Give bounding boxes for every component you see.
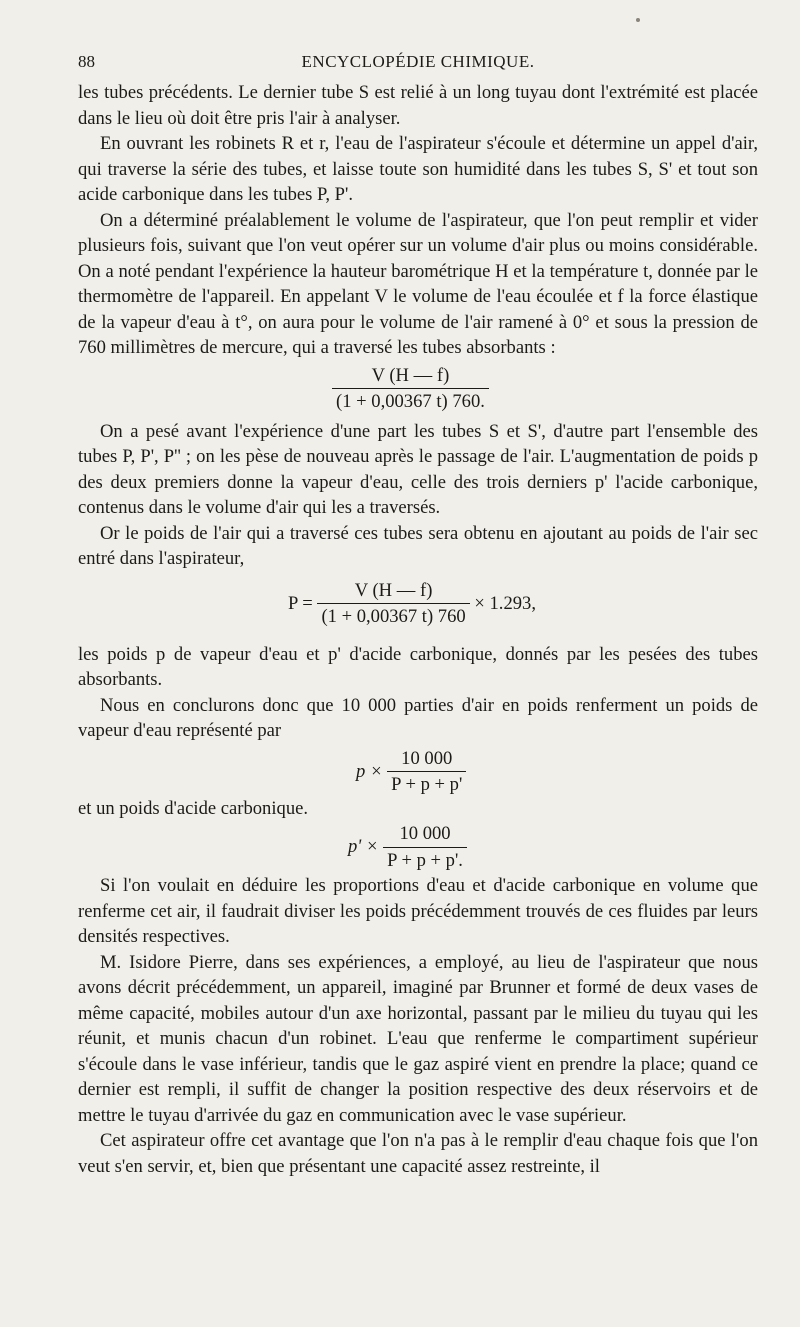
formula-air-volume: [78, 363, 758, 415]
formula-air-weight: [78, 578, 758, 634]
paragraph: et un poids d'acide carbonique.: [78, 797, 309, 819]
paragraph: les tubes précédents. Le dernier tube S est relié à un long tuyau dont l'extrémité est placée dans le lieu où doit être pris l'air à analyser.: [78, 82, 758, 129]
formula-lhs: p' ×: [348, 836, 379, 858]
running-title: ENCYCLOPÉDIE CHIMIQUE.: [301, 52, 535, 71]
formula-lhs: p ×: [356, 760, 383, 782]
paragraph: On a déterminé préalablement le volume de l'aspirateur, que l'on peut remplir et vider plusieurs fois, suivant que l'on veut opérer sur un volume d'air plus ou moins considérable. On a noté pendant l'expérience la hauteur barométrique H et la température t, donnée par le thermomètre de l'appareil. En appelant V le volume de l'eau écoulée et f la force élastique de la vapeur d'eau à t°, on aura pour le volume de l'air ramené à 0° et sous la pression de 760 millimètres de mercure, qui a traversé les tubes absorbants :: [78, 209, 758, 358]
page-number: 88: [78, 52, 95, 71]
paragraph: En ouvrant les robinets R et r, l'eau de l'aspirateur s'écoule et détermine un appel d'air, qui traverse la série des tubes, et laisse toute son humidité dans les tubes S, S' et tout son acide carbonique dans les tubes P, P'.: [78, 133, 758, 205]
numerator: V (H — f): [371, 364, 450, 386]
paragraph: On a pesé avant l'expérience d'une part les tubes S et S', d'autre part l'ensemble des tubes P, P', P'' ; on les pèse de nouveau après le passage de l'air. L'augmentation de poids p des deux premiers donne la vapeur d'eau, celle des trois derniers p' l'acide carbonique, contenus dans le volume d'air qui les a traversés.: [78, 420, 758, 518]
formula-water-vapour: [78, 746, 758, 796]
denominator: P + p + p'.: [383, 847, 467, 874]
fraction: [387, 746, 466, 798]
numerator: 10 000: [401, 747, 453, 769]
paragraph: Nous en conclurons donc que 10 000 parties d'air en poids renferment un poids de vapeur d'eau représenté par: [78, 694, 758, 741]
formula-lhs: P =: [288, 592, 313, 614]
denominator: (1 + 0,00367 t) 760.: [332, 388, 489, 415]
paragraph: Si l'on voulait en déduire les proportions d'eau et d'acide carbonique en volume que renferme cet air, il faudrait diviser les poids précédemment trouvés de ces fluides par leurs densités respectives.: [78, 875, 758, 947]
paragraph: M. Isidore Pierre, dans ses expériences, a employé, au lieu de l'aspirateur que nous avons décrit précédemment, un appareil, imaginé par Brunner et formé de deux vases de même capacité, mobiles autour d'un axe horizontal, passant par le milieu du tuyau qui les réunit, et munis chacun d'un robinet. L'eau que renferme le compartiment supérieur s'écoule dans le vase inférieur, tandis que le gaz aspiré vient en prendre la place; quand ce dernier est rempli, il suffit de changer la position respective des deux réservoirs et de mettre le tuyau d'arrivée du gaz en communication avec le vase supérieur.: [78, 951, 758, 1126]
denominator: P + p + p': [387, 771, 466, 798]
denominator: (1 + 0,00367 t) 760: [317, 603, 469, 630]
formula-rhs: × 1.293,: [474, 592, 536, 614]
page-header: [78, 52, 758, 74]
paragraph: les poids p de vapeur d'eau et p' d'acide carbonique, donnés par les pesées des tubes absorbants.: [78, 643, 758, 690]
fraction: [383, 821, 467, 873]
numerator: V (H — f): [354, 579, 433, 601]
fraction: [332, 363, 489, 415]
body-text: [78, 80, 758, 1179]
speck-mark: [636, 18, 640, 22]
paragraph: Cet aspirateur offre cet avantage que l'on n'a pas à le remplir d'eau chaque fois que l'on veut s'en servir, et, bien que présentant une capacité assez restreinte, il: [78, 1130, 758, 1177]
numerator: 10 000: [399, 823, 451, 844]
fraction: [317, 578, 469, 630]
formula-carbonic-acid: [78, 821, 758, 871]
paragraph: Or le poids de l'air qui a traversé ces tubes sera obtenu en ajoutant au poids de l'air sec entré dans l'aspirateur,: [78, 522, 758, 569]
